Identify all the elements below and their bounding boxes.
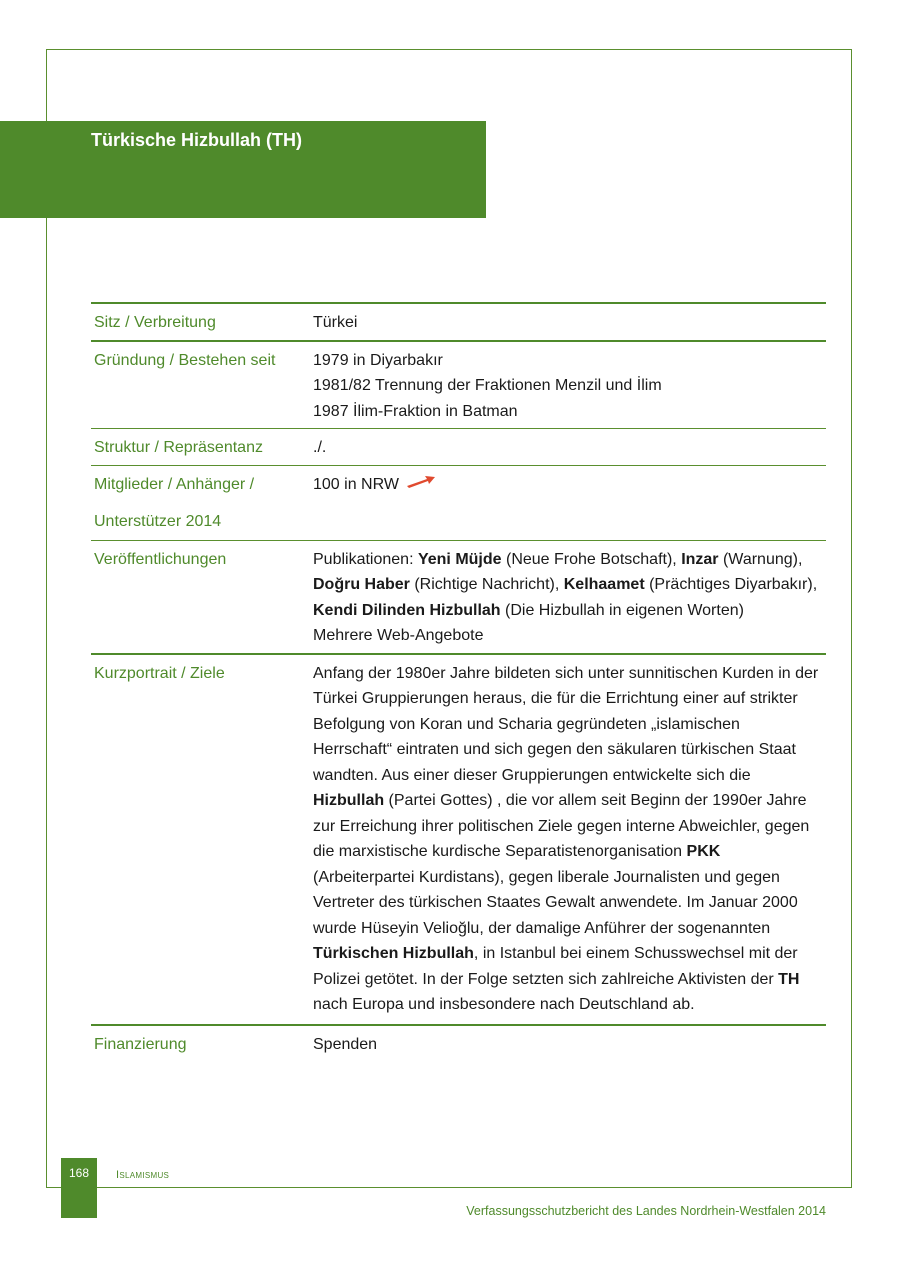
table-row bbox=[91, 303, 826, 341]
row-label: Finanzierung bbox=[94, 1035, 187, 1053]
value-line: Mehrere Web-Angebote bbox=[313, 627, 484, 644]
row-value bbox=[309, 341, 826, 429]
bold-term: Hizbullah bbox=[313, 792, 385, 809]
text-run: (Arbeiterpartei Kurdistans), gegen liberale Journalisten und gegen Vertreter des türkischen Staates Gewalt anwendete. Im Januar 2000 wurde Hüseyin Velioğlu, der damalige Anführer der sogenannten bbox=[313, 868, 798, 937]
row-value bbox=[309, 540, 826, 654]
publication-name: Doğru Haber bbox=[313, 576, 410, 593]
publication-name: Yeni Müjde bbox=[417, 550, 502, 568]
page-number: 168 bbox=[68, 1166, 90, 1180]
portrait-text bbox=[313, 661, 823, 1018]
text-run: (Warnung), bbox=[718, 550, 803, 568]
arrow-up-right-icon bbox=[405, 472, 437, 498]
text-run: (Neue Frohe Botschaft), bbox=[501, 550, 682, 568]
text-run: Publikationen: bbox=[313, 550, 418, 568]
publication-footer: Verfassungsschutzbericht des Landes Nordrhein-Westfalen 2014 bbox=[466, 1204, 826, 1218]
row-value bbox=[309, 429, 826, 466]
text-run: (Die Hizbullah in eigenen Worten) bbox=[500, 601, 744, 619]
publications-text bbox=[313, 547, 823, 624]
table-row bbox=[91, 654, 826, 1025]
value-line: 1987 İlim-Fraktion in Batman bbox=[313, 402, 518, 420]
label-line: Unterstützer 2014 bbox=[94, 512, 222, 530]
row-value bbox=[309, 1025, 826, 1062]
value-line: 1981/82 Trennung der Fraktionen Menzil und İlim bbox=[313, 377, 662, 394]
table-row bbox=[91, 465, 826, 540]
page-title: Türkische Hizbullah (TH) bbox=[91, 130, 303, 150]
label-line: Mitglieder / Anhänger / bbox=[94, 475, 255, 493]
bold-term: PKK bbox=[686, 843, 721, 860]
table-row bbox=[91, 429, 826, 466]
text-run: (Richtige Nachricht), bbox=[409, 576, 564, 593]
table-row bbox=[91, 341, 826, 429]
table-row bbox=[91, 1025, 826, 1062]
row-value bbox=[309, 465, 826, 540]
row-label: Struktur / Repräsentanz bbox=[94, 439, 263, 456]
value-line: ./. bbox=[313, 439, 327, 456]
row-label bbox=[91, 465, 309, 540]
text-run: (Partei Gottes) , die vor allem seit Beginn der 1990er Jahre zur Erreichung ihrer politischen Ziele gegen interne Abweichler, gegen die marxistische kurdische Separatistenorganisation bbox=[313, 792, 810, 860]
text-run: , in Istanbul bei einem Schusswechsel mit der Polizei getötet. In der Folge setzten sich zahlreiche Aktivisten der bbox=[313, 945, 798, 988]
bold-term: Türkischen Hizbullah bbox=[313, 945, 474, 962]
text-run: nach Europa und insbesondere nach Deutschland ab. bbox=[313, 996, 695, 1013]
row-label: Sitz / Verbreitung bbox=[94, 314, 216, 331]
publication-name: Kelhaamet bbox=[563, 576, 645, 593]
value-line: Spenden bbox=[313, 1035, 378, 1053]
info-table bbox=[91, 302, 826, 1061]
publication-name: Inzar bbox=[681, 550, 719, 568]
bold-term: TH bbox=[778, 970, 800, 988]
row-value bbox=[309, 654, 826, 1025]
text-run: (Prächtiges Diyarbakır), bbox=[644, 576, 818, 593]
table-row bbox=[91, 540, 826, 654]
row-label: Gründung / Bestehen seit bbox=[94, 351, 276, 369]
section-label: Islamismus bbox=[116, 1169, 170, 1181]
text-run: Anfang der 1980er Jahre bildeten sich unter sunnitischen Kurden in der Türkei Gruppierungen heraus, die für die Errichtung einer auf strikter Befolgung von Koran und Scharia gegründeten „islamischen Herrschaft“ eintraten und sich gegen den säkularen türkischen Staat wandten. Aus einer dieser Gruppierungen entwickelte sich die bbox=[313, 664, 819, 784]
member-count: 100 in NRW bbox=[313, 475, 399, 493]
publication-name: Kendi Dilinden Hizbullah bbox=[313, 601, 501, 619]
value-line: 1979 in Diyarbakır bbox=[313, 351, 443, 369]
row-label: Veröffentlichungen bbox=[94, 550, 227, 568]
row-value bbox=[309, 303, 826, 341]
value-line: Türkei bbox=[313, 314, 358, 331]
row-label: Kurzportrait / Ziele bbox=[94, 664, 225, 682]
